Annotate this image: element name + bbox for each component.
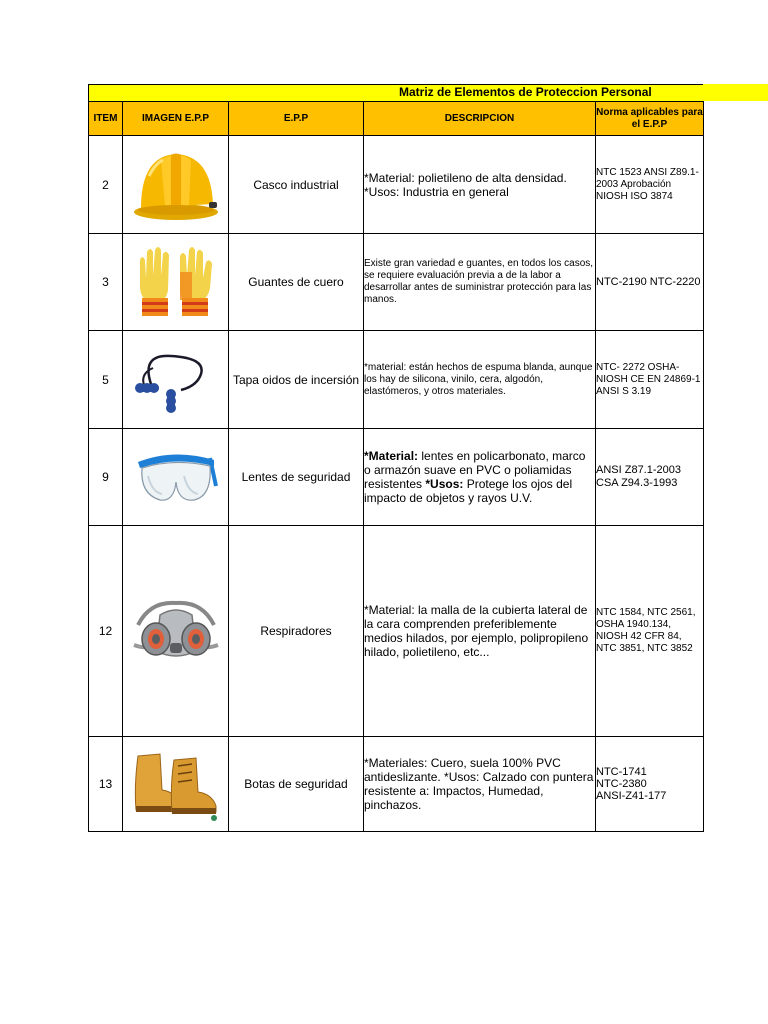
table-row <box>89 136 704 234</box>
header-epp: E.P.P <box>229 102 364 136</box>
description <box>364 429 596 526</box>
header-item: ITEM <box>89 102 123 136</box>
safety-boots-icon <box>130 746 222 822</box>
epp-matrix-table <box>88 101 704 832</box>
image-cell <box>123 737 229 832</box>
item-number: 9 <box>89 429 123 526</box>
image-cell <box>123 234 229 331</box>
description: *Material: polietileno de alta densidad. *Usos: Industria en general <box>364 136 596 234</box>
image-cell <box>123 136 229 234</box>
norma-line: ANSI-Z41-177 <box>596 790 667 802</box>
hard-hat-icon <box>131 146 221 224</box>
table-row <box>89 234 704 331</box>
desc-text-material: lentes en policarbonato, marco o armazón suave en PVC o poliamidas resistentes <box>364 449 586 491</box>
leather-gloves-icon <box>134 242 218 322</box>
epp-name: Botas de seguridad <box>229 737 364 832</box>
item-number: 13 <box>89 737 123 832</box>
norma: NTC- 2272 OSHA- NIOSH CE EN 24869-1 ANSI S 3.19 <box>596 331 704 429</box>
table-row <box>89 331 704 429</box>
epp-name: Respiradores <box>229 526 364 737</box>
item-number: 3 <box>89 234 123 331</box>
norma: ANSI Z87.1-2003 CSA Z94.3-1993 <box>596 429 704 526</box>
respirator-icon <box>130 595 222 667</box>
desc-bold-usos: *Usos: <box>425 477 464 491</box>
norma-line: NTC-2380 <box>596 778 647 790</box>
page-title: Matriz de Elementos de Proteccion Personal <box>399 85 652 99</box>
image-cell <box>123 526 229 737</box>
header-imagen: IMAGEN E.P.P <box>123 102 229 136</box>
item-number: 5 <box>89 331 123 429</box>
norma: NTC 1523 ANSI Z89.1-2003 Aprobación NIOSH ISO 3874 <box>596 136 704 234</box>
desc-bold-material: *Material: <box>364 449 419 463</box>
description: *Materiales: Cuero, suela 100% PVC antideslizante. *Usos: Calzado con puntera resistente a: Impactos, Humedad, pinchazos. <box>364 737 596 832</box>
norma <box>596 737 704 832</box>
epp-name: Lentes de seguridad <box>229 429 364 526</box>
norma-line: NTC-1741 <box>596 766 647 778</box>
desc-text-usos: Protege los ojos del impacto de objetos y rayos U.V. <box>364 477 573 505</box>
earplugs-icon <box>131 344 221 416</box>
table-row <box>89 737 704 832</box>
item-number: 12 <box>89 526 123 737</box>
norma: NTC 1584, NTC 2561, OSHA 1940.134, NIOSH 42 CFR 84, NTC 3851, NTC 3852 <box>596 526 704 737</box>
epp-name: Casco industrial <box>229 136 364 234</box>
item-number: 2 <box>89 136 123 234</box>
header-descripcion: DESCRIPCION <box>364 102 596 136</box>
description: *Material: la malla de la cubierta lateral de la cara comprenden preferiblemente medios hilados, por ejemplo, polipropileno hilado, polietileno, etc... <box>364 526 596 737</box>
table-row <box>89 526 704 737</box>
header-row <box>89 102 704 136</box>
description: Existe gran variedad e guantes, en todos los casos, se requiere evaluación previa a de la labor a desarrollar antes de suministrar protección para las manos. <box>364 234 596 331</box>
epp-name: Guantes de cuero <box>229 234 364 331</box>
safety-glasses-icon <box>134 442 218 512</box>
epp-name: Tapa oidos de incersión <box>229 331 364 429</box>
image-cell <box>123 331 229 429</box>
image-cell <box>123 429 229 526</box>
table-row <box>89 429 704 526</box>
description: *material: están hechos de espuma blanda, aunque los hay de silicona, vinilo, cera, algodón, elastómeros, y otros materiales. <box>364 331 596 429</box>
header-norma: Norma aplicables para el E.P.P <box>596 102 704 136</box>
norma: NTC-2190 NTC-2220 <box>596 234 704 331</box>
